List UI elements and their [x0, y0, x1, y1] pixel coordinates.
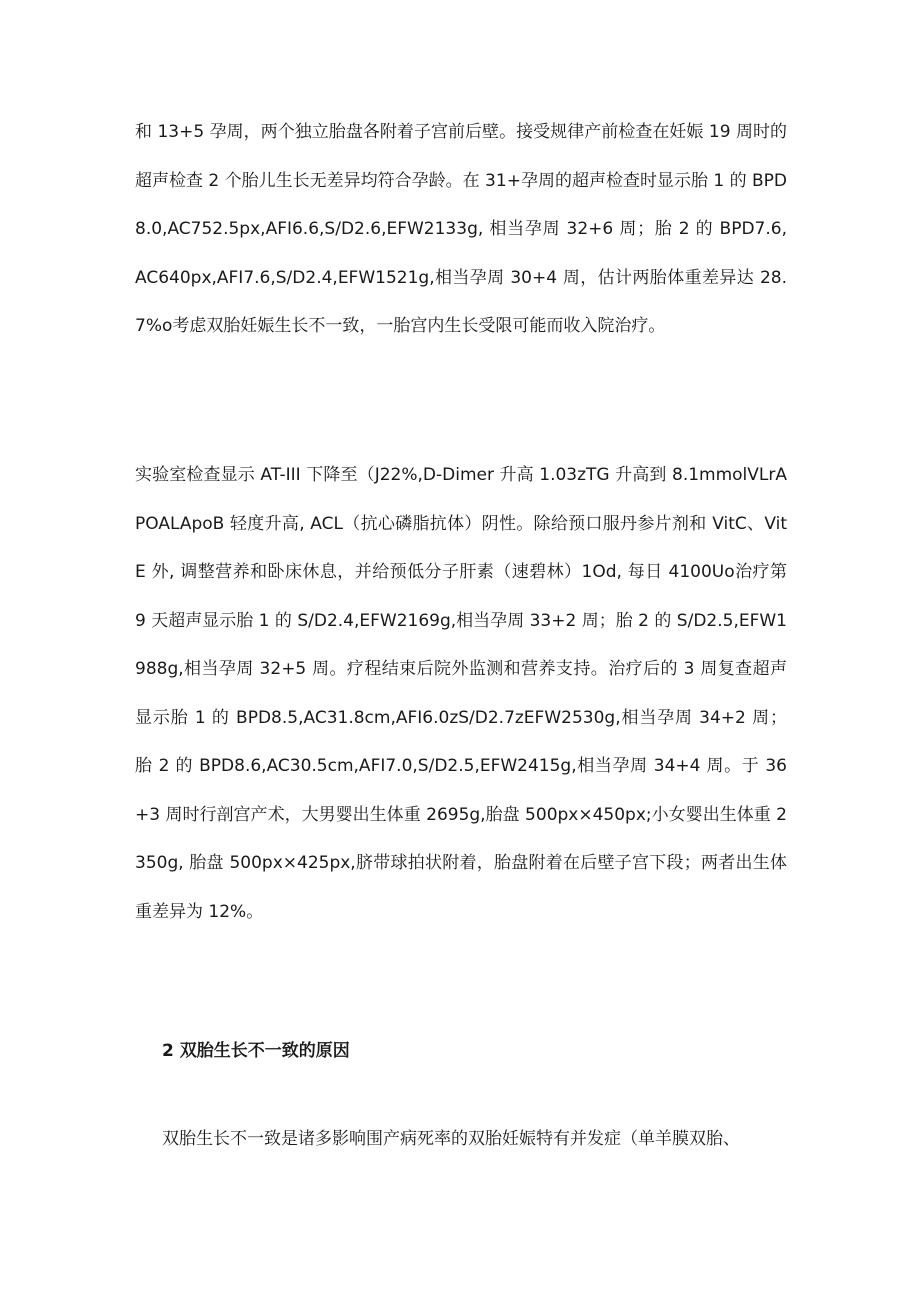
case-paragraph-2: 实验室检查显示 AT-III 下降至（J22%,D-Dimer 升高 1.03zTG 升高到 8.1mmolVLrAPOALApoB 轻度升高, ACL（抗心磷脂抗体）阴性。除给预口服丹参片剂和 VitC、VitE 外, 调整营养和卧床休息，并给预低分子肝素（速碧林）1Od, 每日 4100Uo治疗第 9 天超声显示胎 1 的 S/D2.4,EFW2169g,相当孕周 33+2 周；胎 2 的 S/D2.5,EFW1988g,相当孕周 32+5 周。疗程结束后院外监测和营养支持。治疗后的 3 周复查超声显示胎 1 的 BPD8.5,AC31.8cm,AFI6.0zS/D2.7zEFW2530g,相当孕周 34+2 周；胎 2 的 BPD8.6,AC30.5cm,AFI7.0,S/D2.5,EFW2415g,相当孕周 34+4 周。于 36+3 周时行剖宫产术，大男婴出生体重 2695g,胎盘 500px×450px;小女婴出生体重 2350g, 胎盘 500px×425px,脐带球拍状附着，胎盘附着在后壁子宫下段；两者出生体重差异为 12%。: [135, 465, 787, 922]
section-heading: 2 双胎生长不一致的原因: [162, 1041, 350, 1061]
section-paragraph-1: 双胎生长不一致是诸多影响围产病死率的双胎妊娠特有并发症（单羊膜双胎、: [162, 1129, 740, 1149]
case-paragraph-1: 和 13+5 孕周，两个独立胎盘各附着子宫前后壁。接受规律产前检查在妊娠 19 周时的超声检查 2 个胎儿生长无差异均符合孕龄。在 31+孕周的超声检查时显示胎 1 的 BPD8.0,AC752.5px,AFI6.6,S/D2.6,EFW2133g, 相当孕周 32+6 周；胎 2 的 BPD7.6,AC640px,AFI7.6,S/D2.4,EFW1521g,相当孕周 30+4 周，估计两胎体重差异达 28.7%o考虑双胎妊娠生长不一致，一胎宫内生长受限可能而收入院治疗。: [135, 122, 787, 336]
